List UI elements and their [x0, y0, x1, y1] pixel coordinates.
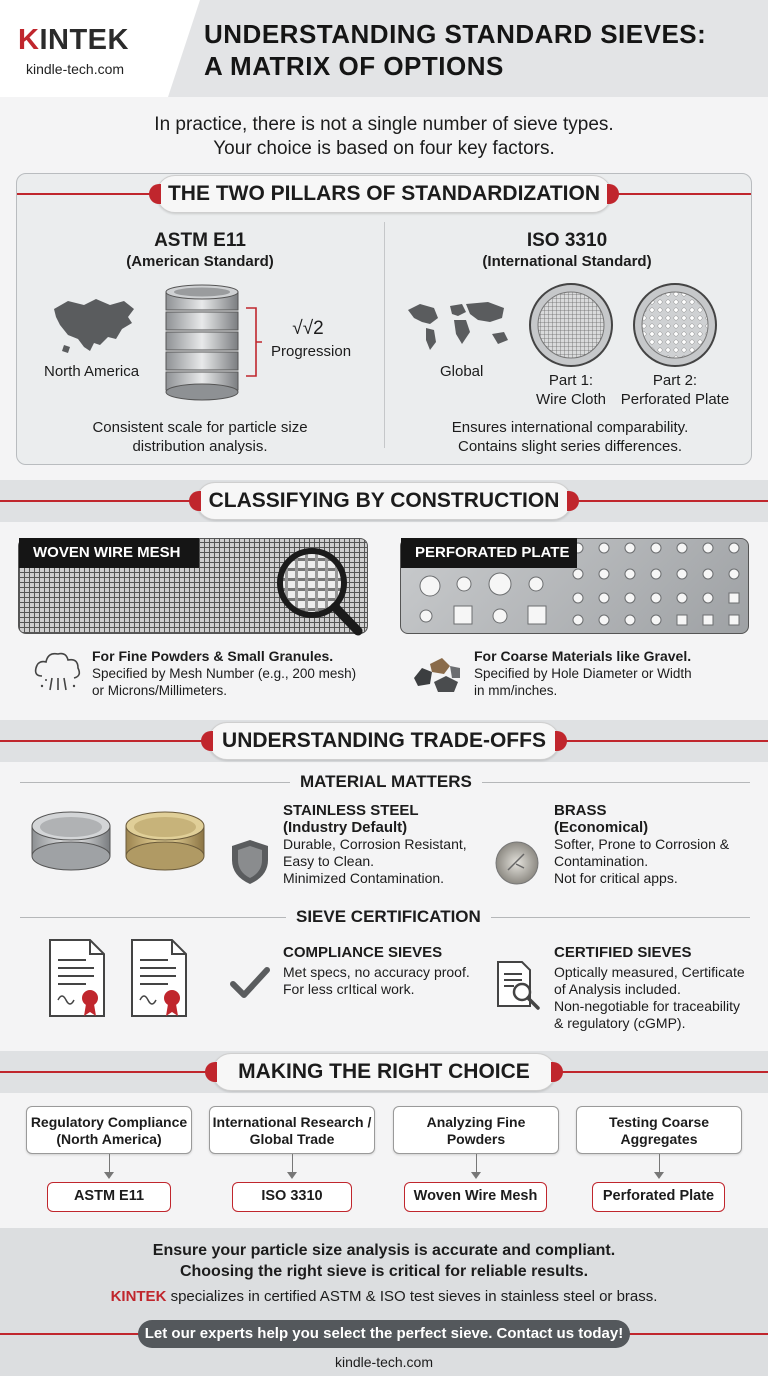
- document-search-icon: [494, 960, 542, 1010]
- iso-title: ISO 3310: [526, 230, 608, 251]
- criterion-line-2: Aggregates: [620, 1131, 698, 1147]
- woven-description: [92, 648, 372, 699]
- compliance-line-1: Met specs, no accuracy proof.: [283, 964, 470, 980]
- steel-line-3: Minimized Contamination.: [283, 870, 445, 886]
- woven-mesh-tag: WOVEN WIRE MESH: [19, 538, 199, 568]
- perforated-description: [474, 648, 754, 699]
- brass-description: [554, 802, 754, 887]
- brass-line-2: Contamination.: [554, 853, 649, 869]
- north-america-map-icon: [50, 295, 140, 357]
- choice-criterion-coarse[interactable]: [576, 1106, 742, 1154]
- part1-line-1: Part 1:: [548, 372, 594, 389]
- brand-logo[interactable]: [18, 24, 129, 57]
- construction-heading: CLASSIFYING BY CONSTRUCTION: [196, 482, 572, 520]
- brass-sub: (Economical): [554, 819, 649, 836]
- certified-line-3: Non-negotiable for traceability: [554, 998, 740, 1014]
- certificate-icon: [46, 938, 108, 1020]
- magnifier-icon: [272, 545, 366, 639]
- brass-title: BRASS: [554, 802, 607, 819]
- header-url[interactable]: kindle-tech.com: [26, 61, 125, 77]
- iso-subtitle: (International Standard): [482, 253, 652, 270]
- title-line-1: UNDERSTANDING STANDARD SIEVES:: [204, 19, 707, 49]
- certificate-icon: [128, 938, 190, 1020]
- compliance-description: [283, 944, 493, 998]
- criterion-line-2: Powders: [446, 1131, 506, 1147]
- checkmark-icon: [230, 966, 270, 1000]
- choice-heading: MAKING THE RIGHT CHOICE: [212, 1053, 556, 1091]
- iso-part2: [610, 371, 740, 409]
- astm-title: ASTM E11: [154, 230, 246, 251]
- intro: [0, 113, 768, 161]
- astm-desc-2: distribution analysis.: [132, 438, 268, 455]
- iso-desc-2: Contains slight series differences.: [457, 438, 682, 455]
- steel-sub: (Industry Default): [283, 819, 408, 836]
- progression-bracket-icon: [244, 306, 264, 378]
- logo-rest: INTEK: [39, 24, 129, 56]
- steel-description: [283, 802, 493, 887]
- part1-line-2: Wire Cloth: [535, 391, 606, 408]
- result-perforated-plate[interactable]: Perforated Plate: [592, 1182, 725, 1212]
- choice-criterion-regulatory[interactable]: [26, 1106, 192, 1154]
- astm-subtitle: (American Standard): [126, 253, 274, 270]
- pillars-heading: THE TWO PILLARS OF STANDARDIZATION: [156, 175, 612, 213]
- part2-line-1: Part 2:: [652, 372, 698, 389]
- perforated-plate-tag: PERFORATED PLATE: [401, 538, 577, 568]
- page-title: [204, 18, 764, 82]
- astm-region: North America: [44, 363, 140, 380]
- iso-part1: [521, 371, 621, 409]
- progression-symbol: √√2: [292, 318, 324, 339]
- compliance-line-2: For less crItical work.: [283, 981, 415, 997]
- intro-line-2: Your choice is based on four key factors.: [213, 138, 555, 159]
- astm-description: [60, 418, 340, 456]
- arrow-down-icon: [287, 1172, 297, 1179]
- world-map-icon: [404, 298, 514, 354]
- iso-description: [410, 418, 730, 456]
- compliance-title: COMPLIANCE SIEVES: [283, 944, 443, 961]
- certified-description: [554, 944, 759, 1032]
- part2-line-2: Perforated Plate: [620, 391, 730, 408]
- steel-line-1: Durable, Corrosion Resistant,: [283, 836, 467, 852]
- woven-line-2: Specified by Mesh Number (e.g., 200 mesh): [92, 666, 357, 681]
- brass-sieve-icon: [122, 806, 208, 876]
- shield-icon: [230, 838, 270, 886]
- perforated-title: For Coarse Materials like Gravel.: [474, 648, 692, 664]
- contact-cta-button[interactable]: Let our experts help you select the perfect sieve. Contact us today!: [138, 1320, 630, 1348]
- tradeoffs-heading: UNDERSTANDING TRADE-OFFS: [208, 722, 560, 760]
- footer-line-3: specializes in certified ASTM & ISO test sieves in stainless steel or brass.: [166, 1288, 658, 1305]
- criterion-line-2: (North America): [56, 1131, 162, 1147]
- brass-line-3: Not for critical apps.: [554, 870, 678, 886]
- iso-desc-1: Ensures international comparability.: [451, 419, 689, 436]
- perforated-line-3: in mm/inches.: [474, 683, 558, 698]
- certification-label: SIEVE CERTIFICATION: [286, 907, 491, 927]
- criterion-line-1: International Research /: [212, 1114, 372, 1130]
- iso-region: Global: [440, 363, 484, 380]
- woven-title: For Fine Powders & Small Granules.: [92, 648, 334, 664]
- criterion-line-2: Global Trade: [249, 1131, 335, 1147]
- footer-line-1: Ensure your particle size analysis is accurate and compliant.: [152, 1242, 616, 1259]
- pillars-divider: [384, 222, 385, 448]
- brass-disc-icon: [494, 840, 540, 886]
- material-label: MATERIAL MATTERS: [290, 772, 482, 792]
- arrow-down-icon: [104, 1172, 114, 1179]
- criterion-line-1: Regulatory Compliance: [30, 1114, 188, 1130]
- sieve-stack-icon: [160, 282, 244, 412]
- steel-line-2: Easy to Clean.: [283, 853, 375, 869]
- steel-title: STAINLESS STEEL: [283, 802, 419, 819]
- logo-k: K: [18, 24, 40, 56]
- woven-line-3: or Microns/Millimeters.: [92, 683, 228, 698]
- result-woven-wire-mesh[interactable]: Woven Wire Mesh: [404, 1182, 547, 1212]
- certified-line-1: Optically measured, Certificate: [554, 964, 745, 980]
- steel-sieve-icon: [28, 806, 114, 876]
- footer-summary: [0, 1240, 768, 1282]
- gravel-icon: [410, 654, 464, 694]
- arrow-down-icon: [654, 1172, 664, 1179]
- intro-line-1: In practice, there is not a single number of sieve types.: [154, 114, 614, 135]
- choice-criterion-fine-powders[interactable]: [393, 1106, 559, 1154]
- brass-line-1: Softer, Prone to Corrosion &: [554, 836, 730, 852]
- perforated-plate-icon: [632, 282, 718, 368]
- title-line-2: A MATRIX OF OPTIONS: [204, 51, 504, 81]
- certified-line-2: of Analysis included.: [554, 981, 681, 997]
- certified-title: CERTIFIED SIEVES: [554, 944, 692, 961]
- footer-brand: KINTEK: [110, 1288, 167, 1305]
- wire-cloth-icon: [528, 282, 614, 368]
- progression-label: Progression: [271, 343, 352, 360]
- criterion-line-1: Analyzing Fine: [426, 1114, 526, 1130]
- choice-criterion-international[interactable]: [209, 1106, 375, 1154]
- result-astm-e11[interactable]: ASTM E11: [47, 1182, 171, 1212]
- astm-desc-1: Consistent scale for particle size: [92, 419, 308, 436]
- arrow-down-icon: [471, 1172, 481, 1179]
- footer-url[interactable]: kindle-tech.com: [334, 1354, 434, 1370]
- footer-brand-line: [0, 1288, 768, 1305]
- criterion-line-1: Testing Coarse: [608, 1114, 710, 1130]
- certified-line-4: & regulatory (cGMP).: [554, 1015, 686, 1031]
- result-iso-3310[interactable]: ISO 3310: [232, 1182, 352, 1212]
- powder-icon: [32, 650, 84, 694]
- perforated-line-2: Specified by Hole Diameter or Width: [474, 666, 692, 681]
- footer-line-2: Choosing the right sieve is critical for reliable results.: [179, 1263, 589, 1280]
